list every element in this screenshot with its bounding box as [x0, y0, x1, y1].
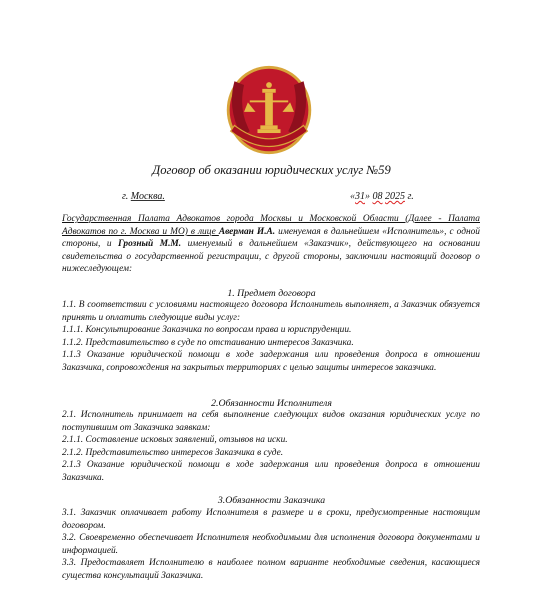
city-prefix: г. — [122, 191, 129, 202]
date-day: 31 — [355, 191, 365, 202]
intro-paragraph — [62, 213, 480, 276]
section-2-heading: 2.Обязанности Исполнителя — [211, 398, 332, 409]
client-name: Грозный М.М. — [118, 239, 182, 250]
date-month: 08 — [372, 191, 383, 202]
date-suffix: г. — [407, 191, 414, 202]
contract-title: Договор об оказании юридических услуг №59 — [152, 163, 391, 177]
date-open: « — [350, 191, 355, 202]
section-1-body — [62, 299, 480, 375]
clause-1-1-2: 1.1.2. Представительство в суде по отстаиванию интересов Заказчика. — [62, 337, 354, 348]
clause-2-1-3: 2.1.3 Оказание юридической помощи в ходе задержания или проведения допроса в отношении Заказчика. — [62, 460, 480, 483]
clause-3-2: 3.2. Своевременно обеспечивает Исполнителя необходимыми для исполнения договора документами и информацией. — [62, 533, 480, 556]
clause-2-1-2: 2.1.2. Представительство интересов Заказчика в суде. — [62, 447, 284, 458]
clause-1-1-3: 1.1.3 Оказание юридической помощи в ходе задержания или проведения допроса в отношении Заказчика, сопровождения на закрытых территориях с целью защиты интересов заказчика. — [62, 350, 480, 373]
date-year: 2025 — [385, 191, 405, 202]
section-3-heading: 3.Обязанности Заказчика — [217, 495, 326, 506]
clause-1-1: 1.1. В соответствии с условиями настоящего договора Исполнитель выполняет, а Заказчик обязуется принять и оплатить следующие виды услуг: — [62, 300, 480, 323]
clause-3-3: 3.3. Предоставляет Исполнителю в наиболее полном варианте необходимые сведения, касающиеся существа консультаций Заказчика. — [62, 558, 480, 581]
clause-2-1-1: 2.1.1. Составление исковых заявлений, отзывов на иски. — [62, 435, 288, 446]
executor-name: Аверман И.А. — [218, 226, 276, 237]
contract-date — [350, 191, 414, 202]
section-1-heading: 1. Предмет договора — [227, 288, 316, 299]
in-person-of: в лице — [187, 226, 219, 237]
date-close: » — [365, 191, 370, 202]
org-name: Государственная Палата Адвокатов города Москвы и Московской Области (Далее - Палата Адвокатов по г. Москва и МО) — [62, 214, 480, 237]
section-2-body — [62, 409, 480, 485]
intro-part1: именуемая в дальнейшем «Исполнитель», с одной стороны, и — [62, 226, 480, 250]
contract-city — [122, 191, 165, 202]
bar-association-emblem-icon — [221, 62, 317, 158]
clause-3-1: 3.1. Заказчик оплачивает работу Исполнителя в размере и в сроки, предусмотренные настоящим договором. — [62, 508, 480, 531]
clause-1-1-1: 1.1.1. Консультирование Заказчика по вопросам права и юриспруденции. — [62, 325, 352, 336]
section-3-body — [62, 507, 480, 583]
city-name: Москва. — [130, 191, 165, 202]
intro-part2: именуемый в дальнейшем «Заказчик», действующего на основании свидетельства о государственной регистрации, с другой стороны, заключили настоящий договор о нижеследующем: — [62, 239, 481, 275]
clause-2-1: 2.1. Исполнитель принимает на себя выполнение следующих видов оказания юридических услуг по поступившим от Заказчика заявкам: — [62, 410, 480, 433]
